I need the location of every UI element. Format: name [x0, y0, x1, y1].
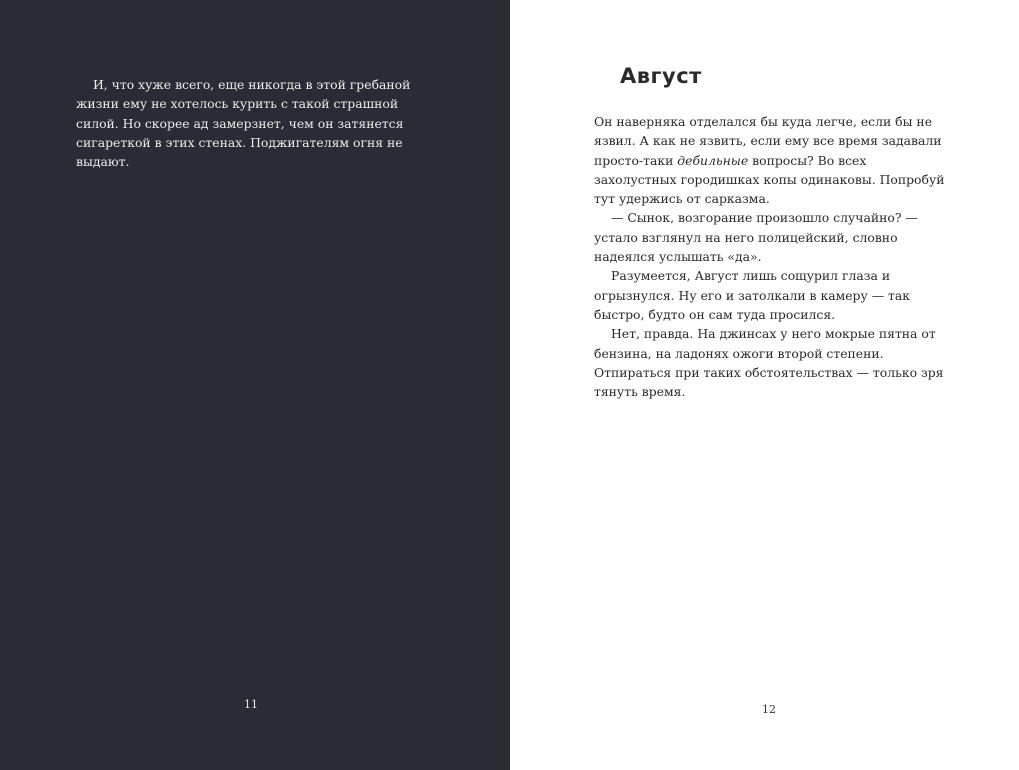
right-paragraph-2: — Сынок, возгорание произошло случайно? — устало взглянул на него полицейский, словно надеялся услышать «да». [594, 210, 918, 265]
right-page-text [594, 112, 946, 401]
page-number-left: 11 [244, 698, 258, 711]
page-number-right: 12 [762, 703, 776, 716]
right-paragraph-1-italic: дебильные [677, 152, 749, 168]
right-paragraph-1-start: Он наверняка отделался бы куда легче, если бы не язвил. А как не язвить, если ему все время задавали просто-таки [594, 114, 942, 168]
right-paragraph-1-end: вопросы? Во всех захолустных городишках копы одинаковы. Попробуй тут удержись от сарказма. [594, 152, 945, 207]
right-paragraph-1 [594, 112, 946, 208]
chapter-heading: Август [620, 64, 702, 88]
right-paragraph-3: Разумеется, Август лишь сощурил глаза и огрызнулся. Ну его и затолкали в камеру — так быстро, будто он сам туда просился. [594, 268, 911, 322]
right-paragraph-4: Нет, правда. На джинсах у него мокрые пятна от бензина, на ладонях ожоги второй степени. Отпираться при таких обстоятельствах — только зря тянуть время. [594, 326, 944, 400]
left-page-text [76, 75, 436, 171]
left-paragraph-1: И, что хуже всего, еще никогда в этой гребаной жизни ему не хотелось курить с такой страшной силой. Но скорее ад замерзнет, чем он затянется сигареткой в этих стенах. Поджигателям огня не выдают. [76, 77, 411, 170]
